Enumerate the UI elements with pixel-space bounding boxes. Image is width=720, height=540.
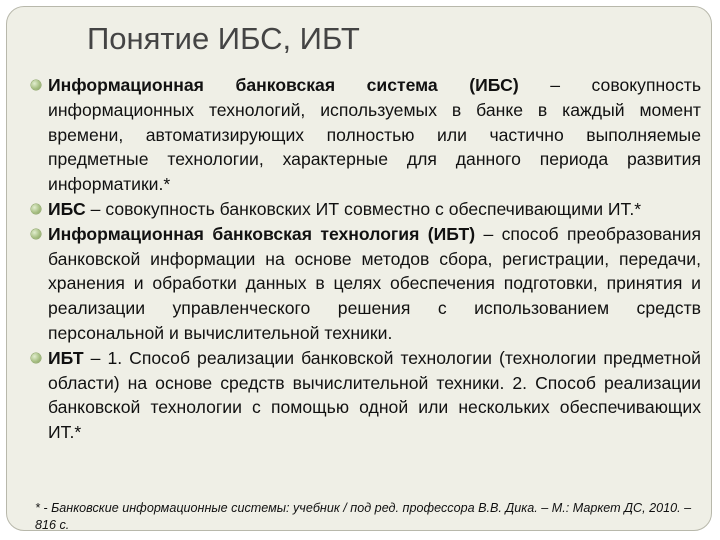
slide-frame [6,6,712,531]
bullet-term: Информационная банковская система (ИБС) [48,75,519,95]
bullet-list [31,73,701,445]
bullet-text: – совокупность информационных технологий, используемых в банке в каждый момент времени, автоматизирующих полностью или частично выполняемые предметные технологии, характерные для данного периода развития информатики.* [48,75,701,195]
bullet-item-ibt-definition [31,222,701,346]
bullet-item-ibs-definition [31,73,701,197]
slide-title: Понятие ИБС, ИБТ [87,21,360,56]
bullet-dot-icon [31,80,41,90]
bullet-dot-icon [31,204,41,214]
bullet-item-ibt-short [31,346,701,445]
bullet-dot-icon [31,229,41,239]
bullet-dot-icon [31,353,41,363]
bullet-text: – совокупность банковских ИТ совместно с обеспечивающими ИТ.* [85,198,642,219]
bullet-term: ИБТ [48,347,84,368]
footnote: * - Банковские информационные системы: учебник / под ред. профессора В.В. Дика. – М.: Маркет ДС, 2010. – 816 с. [35,501,692,532]
bullet-term: ИБС [48,198,86,219]
bullet-item-ibs-short [31,197,701,222]
bullet-text: – способ преобразования банковской информации на основе методов сбора, регистрации, передачи, хранения и обработки данных в целях обеспечения подготовки, принятия и реализации управленческого решения с использованием средств персональной и вычислительной техники. [48,223,701,343]
bullet-text: – 1. Способ реализации банковской технологии (технологии предметной области) на основе средств вычислительной техники. 2. Способ реализации банковской технологии с помощью одной или нескольких обеспечивающих ИТ.* [48,347,701,443]
bullet-term: Информационная банковская технология (ИБТ) [48,223,476,244]
